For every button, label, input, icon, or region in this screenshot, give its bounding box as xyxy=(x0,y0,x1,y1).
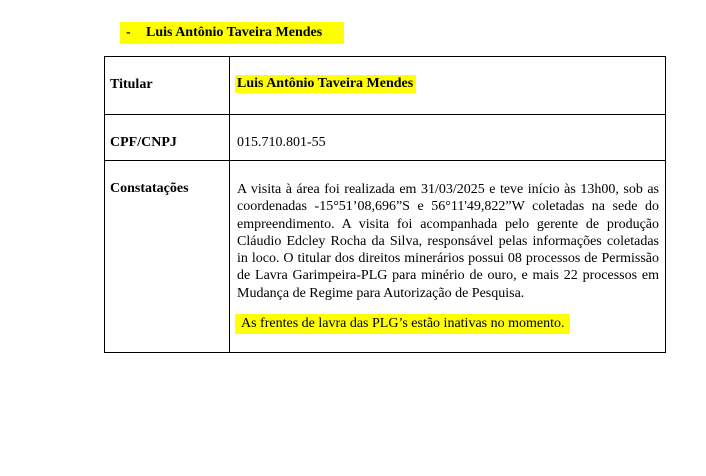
cpf-label: CPF/CNPJ xyxy=(110,135,177,150)
titular-label: Titular xyxy=(110,77,153,92)
cpf-label-cell xyxy=(105,115,230,161)
constatacoes-paragraph: A visita à área foi realizada em 31/03/2025 e teve início às 13h00, sob as coordenadas -15°51’08,696”S e 56°11'49,822”W coletadas na sede do empreendimento. A visita foi acompanhada pelo gerente de produção Cláudio Edcley Rocha da Silva, responsável pelas informações coletadas in loco. O titular dos direitos minerários possui 08 processos de Permissão de Lavra Garimpeira-PLG para minério de ouro, e mais 22 processos em Mudança de Regime para Autorização de Pesquisa. xyxy=(237,182,659,301)
heading-bullet: - xyxy=(126,25,131,40)
cpf-value-cell xyxy=(230,115,666,161)
table-row-titular xyxy=(105,57,666,115)
constatacoes-label-cell xyxy=(105,161,230,353)
info-table xyxy=(104,56,666,353)
constatacoes-note: As frentes de lavra das PLG’s estão inativas no momento. xyxy=(235,314,570,334)
titular-value-cell xyxy=(230,57,666,115)
titular-value: Luis Antônio Taveira Mendes xyxy=(235,75,416,93)
table-row-cpf xyxy=(105,115,666,161)
cpf-value: 015.710.801-55 xyxy=(237,135,326,150)
section-heading xyxy=(120,22,344,44)
constatacoes-value-cell xyxy=(230,161,666,353)
table-row-constatacoes xyxy=(105,161,666,353)
titular-label-cell xyxy=(105,57,230,115)
constatacoes-label: Constatações xyxy=(110,181,189,196)
heading-name: Luis Antônio Taveira Mendes xyxy=(146,25,323,40)
